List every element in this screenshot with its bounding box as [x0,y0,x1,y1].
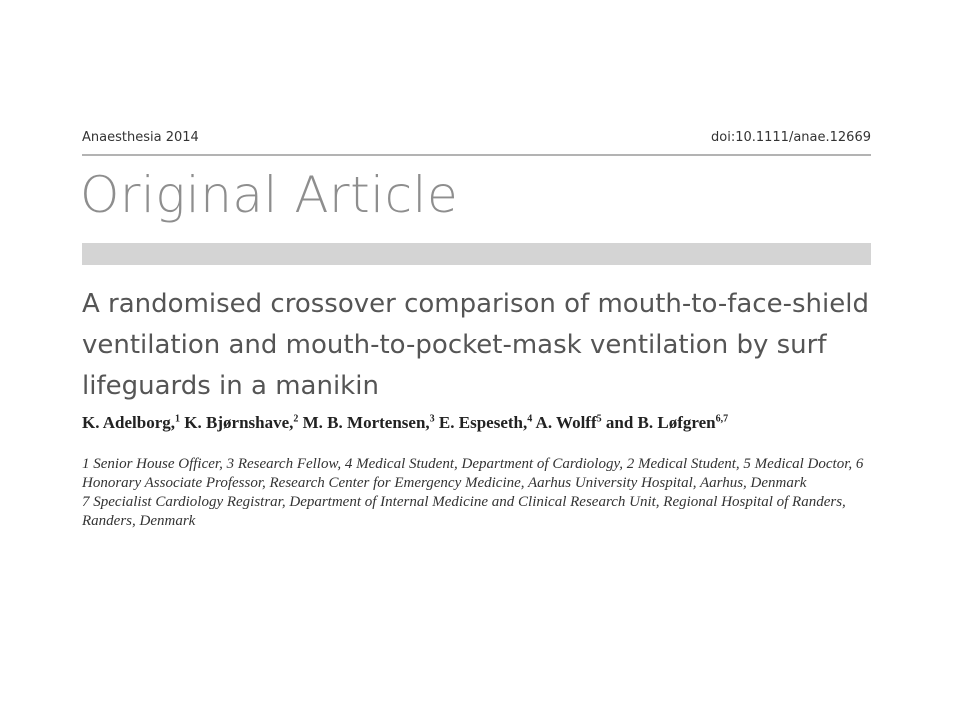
affiliation-paragraph: 1 Senior House Officer, 3 Research Fellow, 4 Medical Student, Department of Cardiology, 2 Medical Student, 5 Medical Doctor, 6 Honorary Associate Professor, Research Center for Emergency Medicine, Aarhus University Hospital, Aarhus, Denmark [82,456,864,491]
article-type: Original Article [80,166,459,224]
author-name: K. Adelborg, [82,413,176,432]
author-list [82,413,882,433]
author-affiliation-mark: 6,7 [715,413,729,425]
doi[interactable]: doi:10.1111/anae.12669 [711,130,871,145]
article-title: A randomised crossover comparison of mouth-to-face-shield ventilation and mouth-to-pocket-mask ventilation by surf lifeguards in a manikin [82,289,869,401]
author-name: B. Løfgren [637,413,716,432]
author-name: A. Wolff [535,413,597,432]
author-affiliation-mark: 2 [293,413,299,425]
author-name: E. Espeseth, [438,413,528,432]
author-affiliation-mark: 4 [527,413,533,425]
author-affiliation-mark: 3 [429,413,435,425]
affiliation-paragraph: 7 Specialist Cardiology Registrar, Department of Internal Medicine and Clinical Research Unit, Regional Hospital of Randers, Randers, Denmark [82,494,846,529]
journal-name: Anaesthesia 2014 [82,130,199,145]
header-rule [82,154,871,156]
author-affiliation-mark: 5 [596,413,602,425]
running-head [82,130,871,148]
author-conjunction: and [605,413,634,432]
affiliations [82,455,877,531]
author-name: M. B. Mortensen, [302,413,430,432]
author-name: K. Bjørnshave, [184,413,294,432]
section-band [82,243,871,265]
author-affiliation-mark: 1 [175,413,181,425]
